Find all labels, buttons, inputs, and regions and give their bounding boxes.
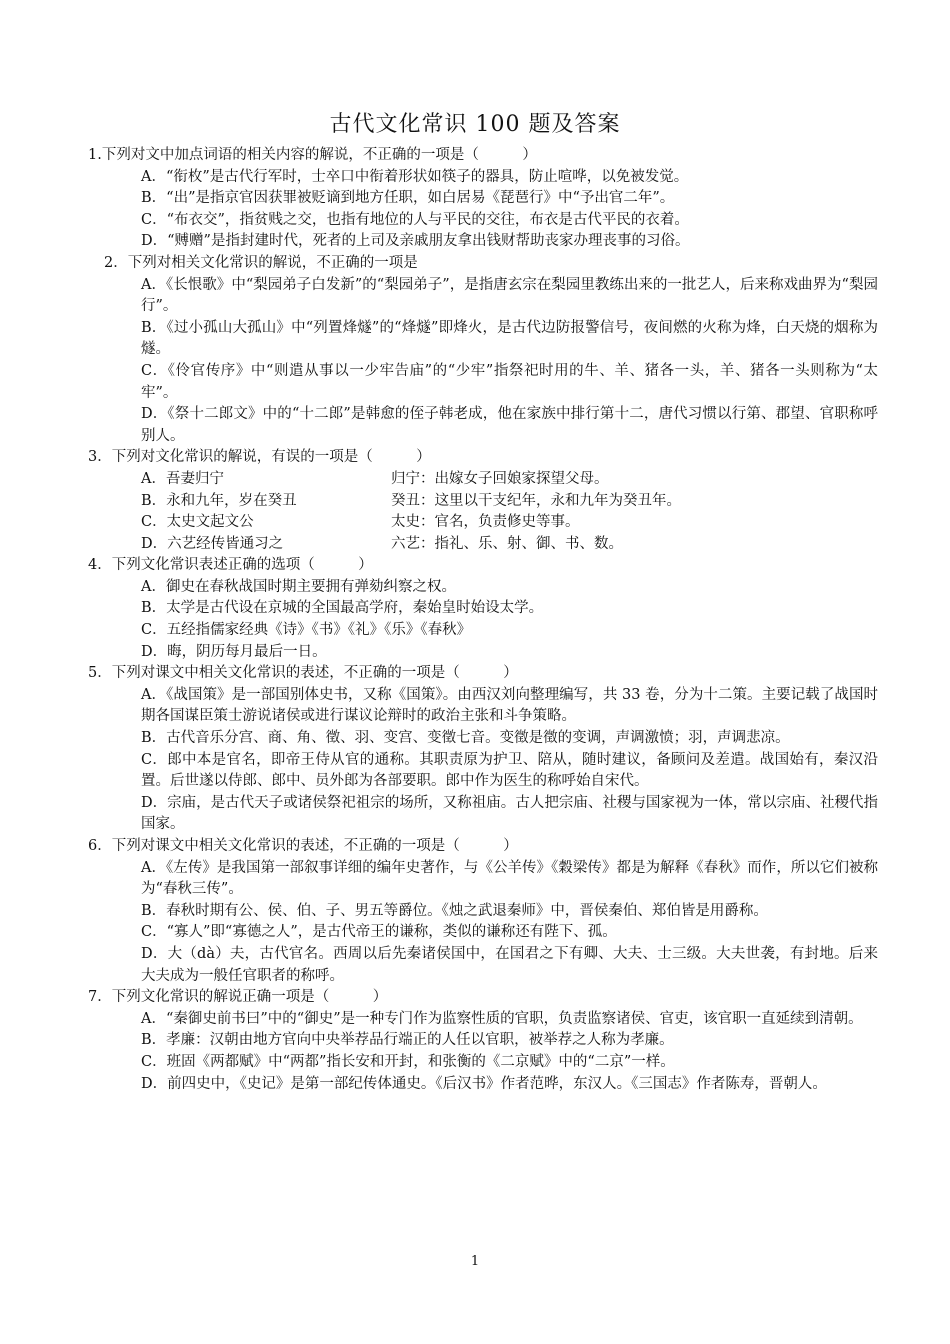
page-number: 1 — [470, 1254, 480, 1269]
question-6-option-b: B．春秋时期有公、侯、伯、子、男五等爵位。《烛之武退秦师》中，晋侯秦伯、郑伯皆是用爵称。 — [141, 902, 768, 919]
question-3-option-d — [141, 534, 878, 556]
question-1-option-a: A．“衔枚”是古代行军时，士卒口中衔着形状如筷子的器具，防止喧哗，以免被发觉。 — [141, 168, 689, 185]
question-1-stem: 1.下列对文中加点词语的相关内容的解说，不正确的一项是（ ） — [88, 147, 537, 163]
question-3-option-b-term: B．永和九年，岁在癸丑 — [141, 492, 297, 509]
question-3-option-a — [141, 469, 878, 491]
question-7-option-a: A．“秦御史前书曰”中的“御史”是一种专门作为监察性质的官职，负责监察诸侯、官吏，该官职一直延续到清朝。 — [141, 1010, 863, 1027]
question-5-stem: 5．下列对课文中相关文化常识的表述，不正确的一项是（ ） — [88, 665, 518, 682]
question-5-option-b: B．古代音乐分宫、商、角、徵、羽、变宫、变徵七音。变徵是徵的变调，声调激愤；羽，声调悲凉。 — [141, 730, 790, 747]
question-1-option-c: C．“布衣交”，指贫贱之交，也指有地位的人与平民的交往，布衣是古代平民的衣着。 — [141, 211, 689, 228]
question-4-option-d: D．晦，阴历每月最后一日。 — [141, 643, 327, 660]
question-7-option-d: D．前四史中，《史记》是第一部纪传体通史。《后汉书》作者范晔，东汉人。《三国志》作者陈寿，晋朝人。 — [141, 1075, 827, 1092]
question-4-option-b: B．太学是古代设在京城的全国最高学府，秦始皇时始设太学。 — [141, 600, 544, 617]
question-3-option-c-term: C．太史文起文公 — [141, 514, 254, 531]
question-4-option-a: A．御史在春秋战国时期主要拥有弹劾纠察之权。 — [141, 578, 456, 595]
question-7-stem: 7．下列文化常识的解说正确一项是（ ） — [88, 989, 388, 1006]
question-3-option-b — [141, 491, 878, 513]
question-4-option-c: C．五经指儒家经典《诗》《书》《礼》《乐》《春秋》 — [141, 622, 472, 639]
page-title: 古代文化常识 100 题及答案 — [329, 112, 621, 137]
question-2-option-d: D．《祭十二郎文》中的“十二郎”是韩愈的侄子韩老成，他在家族中排行第十二，唐代习惯以行第、郡望、官职称呼别人。 — [141, 406, 878, 444]
question-7-option-b: B．孝廉：汉朝由地方官向中央举荐品行端正的人任以官职，被举荐之人称为孝廉。 — [141, 1032, 674, 1049]
question-6-stem: 6．下列对课文中相关文化常识的表述，不正确的一项是（ ） — [88, 838, 518, 854]
question-2-option-b: B．《过小孤山大孤山》中“列置烽燧”的“烽燧”即烽火，是古代边防报警信号，夜间燃的火称为烽，白天烧的烟称为燧。 — [141, 319, 878, 358]
question-3-option-a-term: A．吾妻归宁 — [141, 470, 224, 487]
question-1-option-b: B．“出”是指京官因获罪被贬谪到地方任职，如白居易《琵琶行》中“予出官二年”。 — [141, 190, 675, 207]
question-3-stem: 3．下列对文化常识的解说，有误的一项是（ ） — [88, 449, 431, 466]
question-5-option-a: A．《战国策》是一部国别体史书，又称《国策》。由西汉刘向整理编写，共 33 卷，分为十二策。主要记载了战国时期各国谋臣策士游说诸侯或进行谋议论辩时的政治主张和斗争策略。 — [141, 686, 878, 725]
question-3-option-c — [141, 512, 878, 534]
question-3-option-c-explanation: 太史：官名，负责修史等事。 — [391, 514, 580, 531]
question-1-option-d: D．“赙赠”是指封建时代，死者的上司及亲戚朋友拿出钱财帮助丧家办理丧事的习俗。 — [141, 233, 690, 250]
question-3-option-b-explanation: 癸丑：这里以干支纪年，永和九年为癸丑年。 — [391, 492, 681, 509]
question-6-option-a: A．《左传》是我国第一部叙事详细的编年史著作，与《公羊传》《穀梁传》都是为解释《春秋》而作，所以它们被称为“春秋三传”。 — [141, 859, 878, 898]
question-6-option-d: D．大（dà）夫，古代官名。西周以后先秦诸侯国中，在国君之下有卿、大夫、士三级。大夫世袭，有封地。后来大夫成为一般任官职者的称呼。 — [141, 945, 878, 984]
question-list — [88, 145, 878, 1095]
question-7-option-c: C．班固《两都赋》中“两都”指长安和开封，和张衡的《二京赋》中的“二京”一样。 — [141, 1053, 675, 1070]
question-3-option-a-explanation: 归宁：出嫁女子回娘家探望父母。 — [391, 470, 609, 487]
question-3-option-d-term: D．六艺经传皆通习之 — [141, 535, 284, 552]
question-3-option-d-explanation: 六艺：指礼、乐、射、御、书、数。 — [391, 535, 623, 552]
question-5-option-d: D．宗庙，是古代天子或诸侯祭祀祖宗的场所，又称祖庙。古人把宗庙、社稷与国家视为一体，常以宗庙、社稷代指国家。 — [141, 794, 878, 833]
question-2-option-a: A．《长恨歌》中“梨园弟子白发新”的“梨园弟子”，是指唐玄宗在梨园里教练出来的一批艺人，后来称戏曲界为“梨园行”。 — [141, 276, 878, 315]
question-2-stem: 2．下列对相关文化常识的解说，不正确的一项是 — [104, 254, 418, 271]
question-5-option-c: C．郎中本是官名，即帝王侍从官的通称。其职责原为护卫、陪从，随时建议，备顾问及差遣。战国始有，秦汉沿置。后世遂以侍郎、郎中、员外郎为各部要职。郎中作为医生的称呼始自宋代。 — [141, 751, 878, 790]
question-6-option-c: C．“寡人”即“寡德之人”，是古代帝王的谦称，类似的谦称还有陛下、孤。 — [141, 924, 617, 941]
question-4-stem: 4．下列文化常识表述正确的选项（ ） — [88, 557, 373, 574]
question-2-option-c: C．《伶官传序》中“则遣从事以一少牢告庙”的“少牢”指祭祀时用的牛、羊、猪各一头，羊、猪各一头则称为“太牢”。 — [141, 362, 878, 401]
